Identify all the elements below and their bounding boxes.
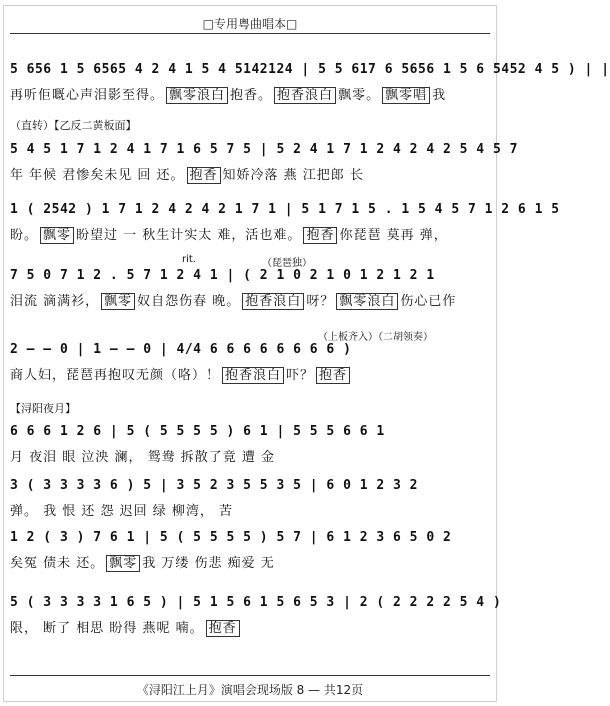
instrument-annotation: （琵琶独）: [262, 258, 312, 269]
lyric-text: 呀？: [306, 294, 335, 309]
lyric-text: 奴自怨伤春 晚。: [137, 294, 241, 309]
lyric-text: 抱香。: [230, 88, 273, 103]
score-row: [8, 478, 492, 518]
lyrics-line: [10, 446, 490, 464]
cue-label: 抱香: [187, 167, 221, 184]
cue-label: 飘零唱: [382, 87, 430, 104]
cue-label: 飘零: [106, 555, 140, 572]
lyric-text: 泪流 滴满衫，: [10, 294, 100, 309]
lyrics-line: [10, 617, 490, 635]
lyrics-line: [10, 224, 490, 242]
notation-line: 6 6 6 1 2 6 | 5 ( 5 5 5 5 ) 6 1 | 5 5 5 6 6 1: [10, 424, 385, 439]
lyric-text: 盼望过 一 秋生计实太 难，活也难。: [76, 228, 302, 243]
lyric-text: 你琵琶 莫再 弹，: [339, 228, 448, 243]
score-row: [8, 202, 560, 243]
notation-line: 5 ( 3 3 3 3 1 6 5 ) | 5 1 5 6 1 5 6 5 3 | 2 ( 2 2 2 2 5 4 ): [10, 595, 502, 610]
cue-label: 飘零: [40, 227, 74, 244]
lyric-text: 月 夜泪 眼 泣泱 澜， 鸳鸯 拆散了竟 遭 金: [10, 450, 276, 465]
lyric-text: 我: [432, 88, 447, 103]
section-annotation: （上板齐入）（二胡领奏）: [318, 332, 433, 343]
tempo-mark: rit.: [182, 254, 196, 265]
lyrics-line: [10, 290, 490, 308]
lyric-text: 商人妇，琵琶再抱叹无颜（咯）！: [10, 368, 221, 383]
notation-line: 1 ( 2542 ) 1 7 1 2 4 2 4 2 1 7 1 | 5 1 7 1 5 . 1 5 4 5 7 1 2 6 1 5: [10, 202, 560, 217]
cue-label: 抱香: [303, 227, 337, 244]
lyric-text: 飘零。: [338, 88, 381, 103]
notation-line: 5 4 5 1 7 1 2 4 1 7 1 6 5 7 5 | 5 2 4 1 7 1 2 4 2 4 2 5 4 5 7: [10, 142, 518, 157]
lyric-text: 弹。 我 恨 还 怨 迟回 绿 柳湾， 苦: [10, 504, 234, 519]
notation-line: 1 2 ( 3 ) 7 6 1 | 5 ( 5 5 5 5 ) 5 7 | 6 1 2 3 6 5 0 2: [10, 530, 452, 545]
section-annotation: （直转）【乙反二黄板面】: [10, 119, 137, 132]
notation-line: 7 5 0 7 1 2 . 5 7 1 2 4 1 | ( 2 1 0 2 1 0 1 2 1 2 1: [10, 268, 435, 283]
score-row: [8, 142, 518, 183]
score-row: [8, 268, 492, 308]
cue-label: 抱香浪白: [242, 293, 304, 310]
cue-label: 抱香: [316, 367, 350, 384]
lyrics-line: [10, 364, 490, 382]
notation-line: 3 ( 3 3 3 3 6 ) 5 | 3 5 2 3 5 5 3 5 | 6 0 1 2 3 2: [10, 478, 419, 493]
notation-line: 2 — — 0 | 1 — — 0 | 4/4 6 6 6 6 6 6 6 6 ): [10, 342, 352, 357]
score-row: [8, 530, 492, 570]
lyrics-line: [10, 552, 490, 570]
footer-rule: [10, 675, 490, 676]
lyric-text: 吓？: [286, 368, 315, 383]
header-rule: [10, 33, 490, 34]
score-row: [8, 62, 610, 103]
cue-label: 抱香: [206, 620, 240, 637]
page-header: □专用粤曲唱本□: [202, 17, 298, 31]
section-annotation: 【浔阳夜月】: [10, 402, 76, 415]
lyric-text: 知娇冷落 燕 江把郎 长: [222, 168, 364, 183]
lyric-text: 矣冤 债未 还。: [10, 556, 105, 571]
cue-label: 抱香浪白: [222, 367, 284, 384]
cue-label: 抱香浪白: [274, 87, 336, 104]
lyrics-line: [10, 164, 490, 182]
lyric-text: 伤心已作: [400, 294, 457, 309]
cue-label: 飘零浪白: [166, 87, 228, 104]
score-row: [8, 424, 492, 464]
lyric-text: 再听佢嘅心声泪影至得。: [10, 88, 165, 103]
lyric-text: 限， 断了 相思 盼得 燕呢 喃。: [10, 621, 204, 636]
lyric-text: 我 万缕 伤悲 痴爱 无: [142, 556, 275, 571]
score-row: [8, 342, 492, 382]
lyric-text: 年 年候 君惨矣未见 回 还。: [10, 168, 185, 183]
cue-label: 飘零: [101, 293, 135, 310]
lyric-text: 盼。: [10, 228, 39, 243]
lyrics-line: [10, 84, 490, 102]
lyrics-line: [10, 500, 490, 518]
cue-label: 飘零浪白: [336, 293, 398, 310]
notation-line: 5 656 1 5 6565 4 2 4 1 5 4 5142124 | 5 5 617 6 5656 1 5 6 5452 4 5 ) | |: [10, 62, 610, 77]
page-footer: 《浔阳江上月》演唱会现场版 8 — 共12页: [136, 683, 364, 697]
score-row: [8, 595, 502, 636]
